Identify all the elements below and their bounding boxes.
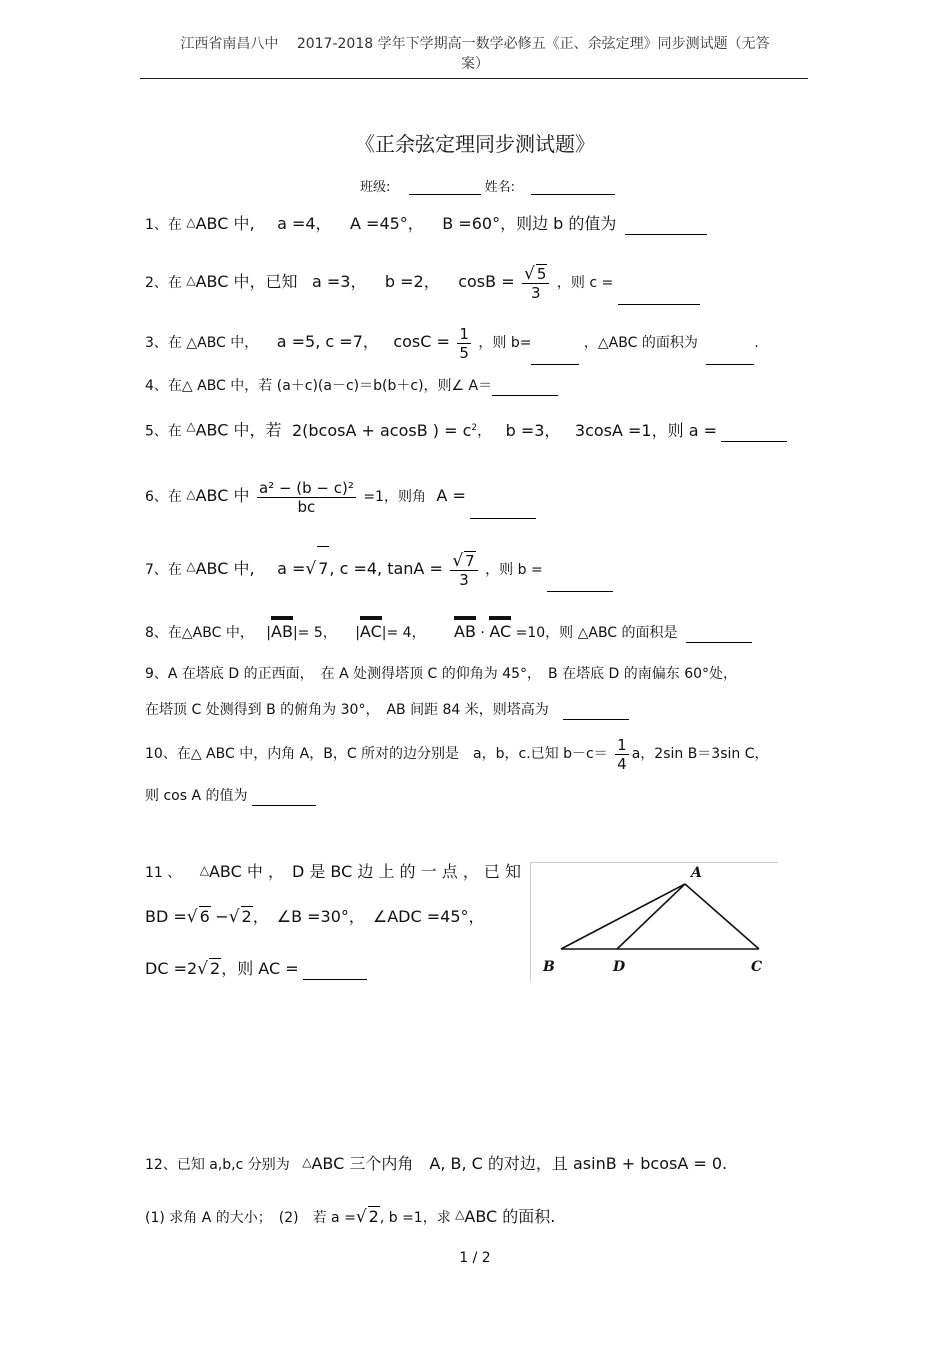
q10-cond: a，2sin B＝3sin C， bbox=[631, 746, 769, 762]
q8-bar: | bbox=[266, 625, 272, 641]
edge-ad bbox=[617, 884, 685, 949]
q9-answer-blank[interactable] bbox=[563, 705, 629, 720]
q5-text: ABC 中，若 bbox=[195, 420, 282, 440]
question-10 bbox=[145, 732, 769, 776]
q11-answer-blank[interactable] bbox=[303, 965, 367, 980]
question-1 bbox=[145, 214, 707, 235]
q11-angles: ， ∠B =30°， ∠ADC =45°， bbox=[252, 907, 485, 926]
q8-answer-blank[interactable] bbox=[686, 628, 752, 643]
q3-given: a =5, c =7， bbox=[276, 332, 379, 351]
question-11-line2: BD =√ 6 −√ 2， ∠B =30°， ∠ADC =45°， bbox=[145, 907, 485, 927]
q2-text: ABC 中，已知 bbox=[195, 272, 298, 291]
q7-sqrt7: 7 bbox=[317, 546, 329, 591]
label-b: B bbox=[543, 959, 555, 975]
q7-tan: , c =4, tanA = bbox=[329, 559, 443, 578]
q3-ask-b: ，则 b= bbox=[478, 335, 532, 351]
q8-dot: · bbox=[480, 625, 485, 641]
q8-vector-ac bbox=[360, 622, 382, 642]
q7-answer-blank[interactable] bbox=[547, 577, 613, 592]
header-rule bbox=[140, 78, 808, 79]
q6-den: bc bbox=[297, 497, 316, 516]
q2-cos: cosB = bbox=[458, 272, 515, 291]
q7-fraction: $\frac{√ 7}{3}$ bbox=[450, 551, 477, 589]
q8-prefix: 8、在△ABC 中， bbox=[145, 625, 254, 641]
q2-num: 5 bbox=[536, 265, 547, 283]
q12-prefix: 12、已知 a,b,c 分别为 bbox=[145, 1157, 290, 1173]
q6-num: a² − (b − c)² bbox=[258, 478, 354, 497]
question-11-line3: DC =2√ 2，则 AC = bbox=[145, 958, 367, 980]
q6-prefix: 6、在 bbox=[145, 489, 182, 505]
header-line-1: 江西省南昌八中 2017-2018 学年下学期高一数学必修五《正、余弦定理》同步测试题（无答 bbox=[180, 36, 770, 52]
q8-bar2: | bbox=[355, 625, 360, 641]
q8-ab-value: |= 5， bbox=[292, 625, 337, 641]
q2-fraction: $\frac{√ 5}{3}$ bbox=[522, 264, 549, 302]
q6-eq: =1，则角 bbox=[363, 489, 426, 505]
q11-line-1: ABC 中 ， D 是 BC 边 上 的 一 点 ， 已 知 bbox=[208, 862, 521, 881]
triangle-icon: △ bbox=[186, 215, 196, 229]
q8-vector-ac-2 bbox=[489, 622, 511, 642]
q7-num: 7 bbox=[465, 552, 475, 570]
q2-den: 3 bbox=[530, 284, 541, 302]
edge-ab bbox=[561, 884, 685, 949]
triangle-diagram bbox=[531, 863, 778, 981]
triangle-icon: △ bbox=[186, 419, 196, 433]
q7-text: ABC 中, bbox=[195, 559, 255, 578]
name-blank[interactable] bbox=[531, 180, 615, 195]
q8-ask: =10，则 △ABC 的面积是 bbox=[515, 625, 678, 641]
triangle-figure bbox=[530, 862, 778, 981]
name-label-text: 姓名: bbox=[484, 180, 516, 195]
page-header bbox=[140, 34, 810, 74]
q12-ask: ABC 的面积. bbox=[464, 1207, 556, 1226]
q3-den: 5 bbox=[459, 343, 469, 362]
class-blank[interactable] bbox=[409, 180, 481, 195]
q3-blank-b[interactable] bbox=[531, 350, 579, 365]
q8-vector-ab bbox=[271, 622, 293, 642]
q11-ask: ，则 AC = bbox=[221, 959, 299, 978]
q2-ask: ，则 c = bbox=[556, 275, 614, 291]
class-label-text: 班级: bbox=[360, 180, 391, 195]
question-3 bbox=[145, 320, 759, 365]
page-number: 1 / 2 bbox=[459, 1250, 491, 1266]
q7-ask: ，则 b = bbox=[485, 562, 543, 578]
q4-text: 4、在△ ABC 中，若 (a＋c)(a－c)＝b(b＋c)，则∠ A＝ bbox=[145, 378, 493, 394]
q9-line-1: 9、A 在塔底 D 的正西面， 在 A 处测得塔顶 C 的仰角为 45°， B 在塔底 D 的南偏东 60°处， bbox=[145, 666, 738, 682]
q9-line-2: 在塔顶 C 处测得到 B 的俯角为 30°， AB 间距 84 米，则塔高为 bbox=[145, 702, 549, 718]
question-10-line2 bbox=[145, 786, 316, 806]
triangle-icon: △ bbox=[186, 559, 196, 573]
label-c: C bbox=[751, 959, 763, 975]
q5-equation: 2(bcosA + acosB ) = c bbox=[291, 420, 472, 440]
question-9-line2 bbox=[145, 700, 629, 720]
q1-prefix: 1、在 bbox=[145, 217, 182, 233]
q10-fraction bbox=[615, 736, 629, 773]
q3-prefix: 3、在 △ABC 中， bbox=[145, 335, 259, 351]
q6-fraction bbox=[257, 479, 356, 516]
triangle-icon: △ bbox=[186, 273, 196, 287]
q12-b: , b =1，求 bbox=[379, 1210, 451, 1226]
header-line-2: 案） bbox=[461, 56, 489, 72]
q8-vector-ab-2 bbox=[454, 622, 476, 642]
q3-num: 1 bbox=[459, 324, 469, 343]
question-8 bbox=[145, 622, 752, 643]
q11-sqrt2b: 2 bbox=[210, 959, 221, 978]
page-title: 《正余弦定理同步测试题》 bbox=[355, 132, 595, 156]
q5-cond: 3cosA =1，则 a = bbox=[574, 420, 717, 440]
q8-ac: AC bbox=[359, 622, 382, 641]
vector-arrow-icon bbox=[360, 616, 382, 620]
q2-prefix: 2、在 bbox=[145, 275, 182, 291]
q11-sqrt6: 6 bbox=[199, 907, 210, 926]
q12-sqrt2: 2 bbox=[368, 1207, 379, 1226]
q3-period: . bbox=[754, 335, 759, 351]
triangle-icon: △ bbox=[186, 487, 196, 501]
question-12 bbox=[145, 1154, 727, 1175]
q5-answer-blank[interactable] bbox=[721, 427, 787, 442]
question-7: 7、在 △ABC 中, a =√ 7, c =4, tanA = $\frac{√ 7}{3}$ ，则 b = bbox=[145, 546, 613, 592]
q1-B: B =60°，则边 b 的值为 bbox=[442, 214, 617, 233]
q1-a: a =4， bbox=[277, 214, 332, 233]
q8-ac-value: |= 4， bbox=[381, 625, 426, 641]
q5-comma: ， bbox=[477, 423, 492, 440]
q12-parts: (1) 求角 A 的大小； (2) 若 a = bbox=[145, 1210, 356, 1226]
q2-a: a =3， bbox=[311, 272, 367, 291]
q5-b: b =3， bbox=[505, 420, 561, 440]
q4-answer-blank[interactable] bbox=[492, 381, 558, 396]
q2-b: b =2， bbox=[384, 272, 440, 291]
edge-ac bbox=[685, 884, 759, 949]
q8-ac-2: AC bbox=[489, 622, 512, 641]
q8-ab-2: AB bbox=[454, 622, 476, 641]
question-6 bbox=[145, 474, 536, 519]
q5-exponent: 2 bbox=[471, 423, 478, 433]
q3-fraction bbox=[457, 325, 471, 362]
q7-a: a = bbox=[277, 559, 306, 578]
q11-bd: BD = bbox=[145, 907, 187, 926]
label-a: A bbox=[691, 865, 702, 881]
question-9 bbox=[145, 664, 737, 684]
q10-answer-blank[interactable] bbox=[252, 791, 316, 806]
vector-arrow-icon bbox=[271, 616, 293, 620]
q11-dc: DC =2 bbox=[145, 959, 198, 978]
q3-cos: cosC = bbox=[393, 332, 450, 351]
question-2 bbox=[145, 260, 700, 305]
q10-ask: 则 cos A 的值为 bbox=[145, 788, 248, 804]
q6-answer-blank[interactable] bbox=[470, 504, 536, 519]
q11-sqrt2: 2 bbox=[241, 907, 252, 926]
q10-num: 1 bbox=[617, 735, 627, 754]
q1-A: A =45°， bbox=[350, 214, 424, 233]
q11-minus: − bbox=[215, 907, 229, 926]
question-11 bbox=[145, 862, 521, 883]
question-5 bbox=[145, 418, 787, 442]
triangle-icon: △ bbox=[455, 1207, 465, 1221]
q10-den: 4 bbox=[617, 754, 627, 773]
question-4 bbox=[145, 376, 558, 396]
q7-prefix: 7、在 bbox=[145, 562, 182, 578]
triangle-icon: △ bbox=[199, 863, 209, 877]
q8-ab: AB bbox=[271, 622, 293, 641]
vector-arrow-icon bbox=[489, 616, 511, 620]
q6-text: ABC 中 bbox=[195, 486, 250, 505]
q5-prefix: 5、在 bbox=[145, 423, 182, 440]
q7-den: 3 bbox=[459, 571, 469, 589]
q10-text: 10、在△ ABC 中，内角 A，B，C 所对的边分别是 a，b，c.已知 b－c＝ bbox=[145, 746, 608, 762]
class-label bbox=[360, 176, 615, 195]
q12-text: ABC 三个内角 A, B, C 的对边，且 asinB + bcosA = 0. bbox=[311, 1154, 728, 1173]
vector-arrow-icon bbox=[454, 616, 476, 620]
q3-ask-area: ，△ABC 的面积为 bbox=[583, 335, 698, 351]
q1-answer-blank[interactable] bbox=[625, 220, 707, 235]
q11-prefix: 11 、 bbox=[145, 865, 182, 881]
q6-ask: A = bbox=[436, 486, 466, 505]
q1-text: ABC 中, bbox=[195, 214, 255, 233]
q3-blank-area[interactable] bbox=[706, 350, 754, 365]
label-d: D bbox=[613, 959, 626, 975]
triangle-icon: △ bbox=[302, 1155, 312, 1169]
q2-answer-blank[interactable] bbox=[618, 290, 700, 305]
question-12-line2: (1) 求角 A 的大小； (2) 若 a =√ 2, b =1，求 △ABC 的面积. bbox=[145, 1206, 555, 1228]
